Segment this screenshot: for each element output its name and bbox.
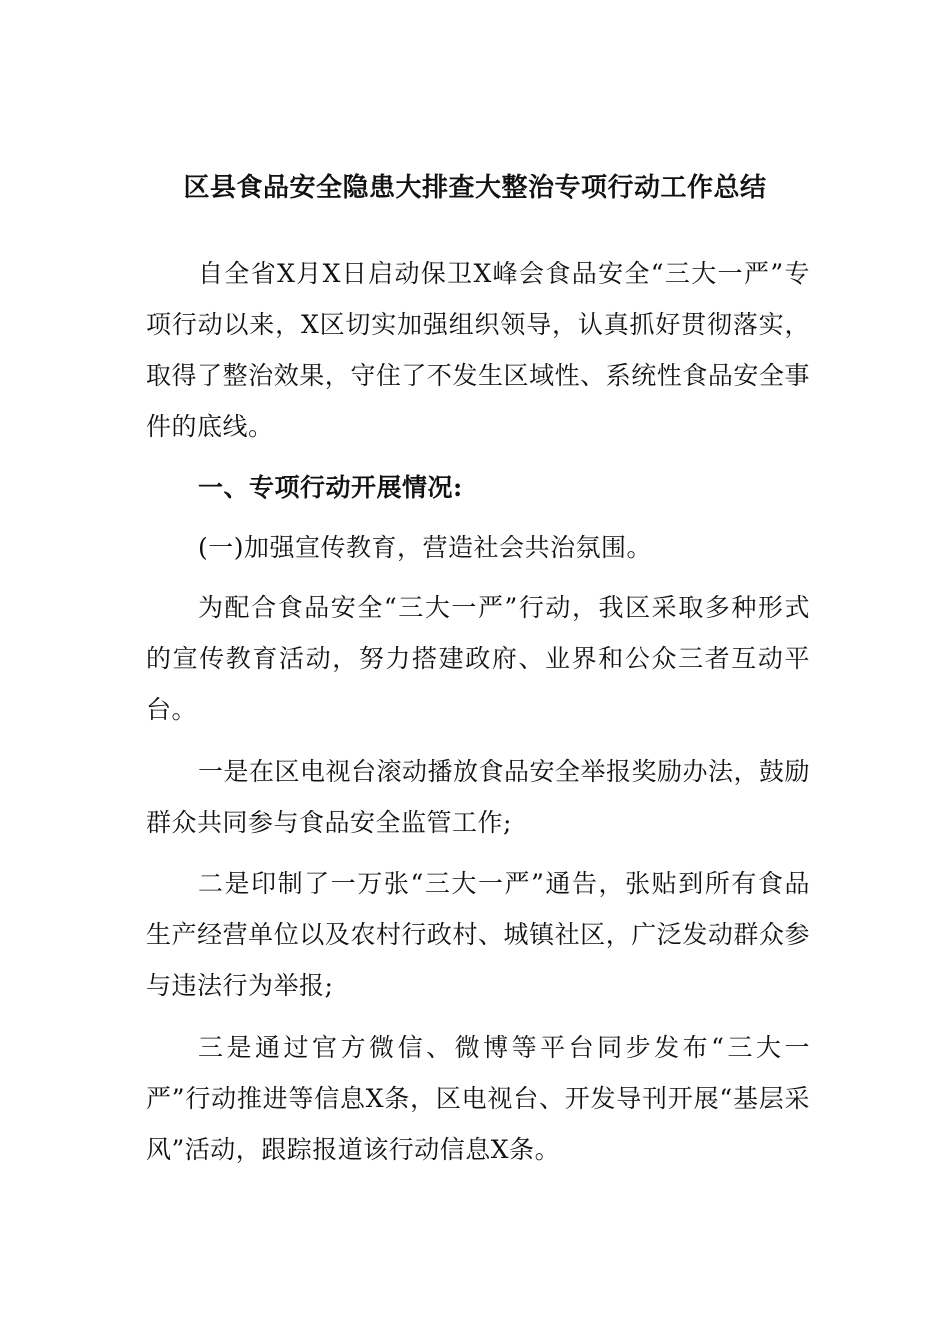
section-heading: 一、专项行动开展情况: xyxy=(198,473,463,502)
body-paragraph: 一是在区电视台滚动播放食品安全举报奖励办法，鼓励群众共同参与食品安全监管工作; xyxy=(146,757,811,837)
subsection-heading: (一)加强宣传教育，营造社会共治氛围。 xyxy=(198,533,653,562)
body-paragraph: 二是印制了一万张“三大一严”通告，张贴到所有食品生产经营单位以及农村行政村、城镇社区，广泛发动群众参与违法行为举报; xyxy=(146,869,810,1000)
document-title: 区县食品安全隐患大排查大整治专项行动工作总结 xyxy=(183,173,767,203)
intro-paragraph: 自全省X月X日启动保卫X峰会食品安全“三大一严”专项行动以来，X区切实加强组织领导，认真抓好贯彻落实，取得了整治效果，守住了不发生区域性、系统性食品安全事件的底线。 xyxy=(146,259,810,441)
body-paragraph: 为配合食品安全“三大一严”行动，我区采取多种形式的宣传教育活动，努力搭建政府、业界和公众三者互动平台。 xyxy=(146,593,810,724)
body-paragraph: 三是通过官方微信、微博等平台同步发布“三大一严”行动推进等信息X条，区电视台、开发导刊开展“基层采风”活动，跟踪报道该行动信息X条。 xyxy=(146,1033,810,1164)
